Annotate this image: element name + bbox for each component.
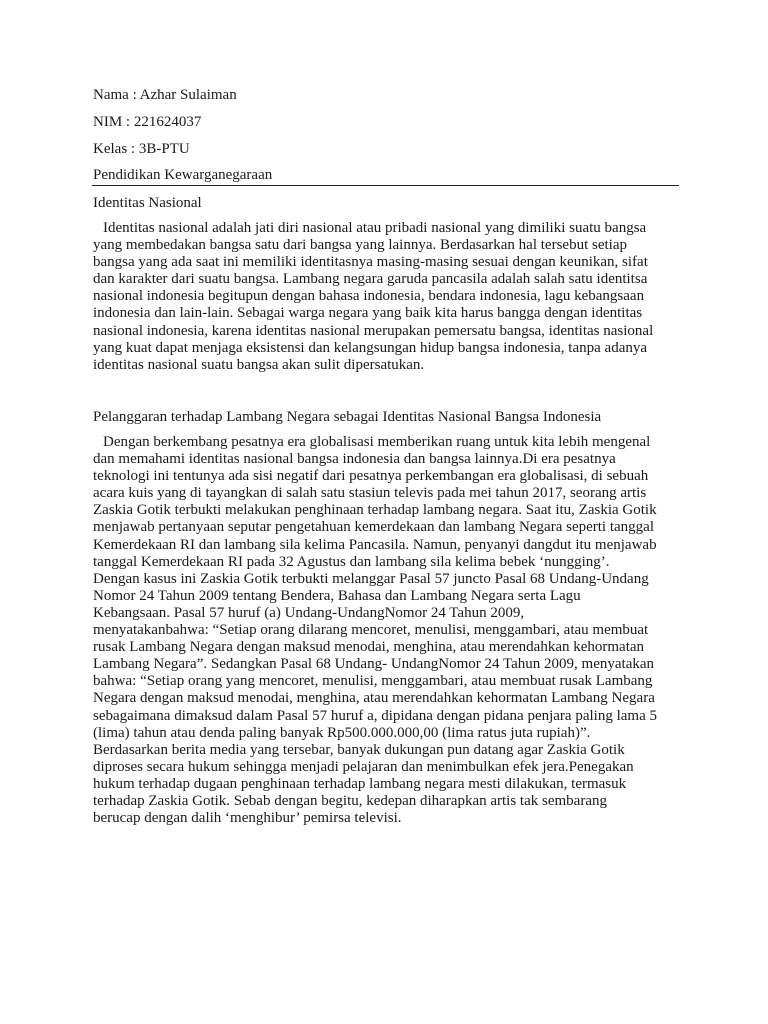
paragraph-line: Kemerdekaan RI dan lambang sila kelima Pancasila. Namun, penyanyi dangdut itu menjawab bbox=[93, 536, 657, 553]
paragraph-line: indonesia dan lain-lain. Sebagai warga negara yang baik kita harus bangga dengan identitas bbox=[93, 305, 643, 322]
paragraph-line: terhadap Zaskia Gotik. Sebab dengan begitu, kedepan diharapkan artis tak sembarang bbox=[93, 792, 607, 809]
paragraph-line: (lima) tahun atau denda paling banyak Rp500.000.000,00 (lima ratus juta rupiah)”. bbox=[93, 724, 591, 741]
paragraph-line: Lambang Negara”. Sedangkan Pasal 68 Undang- UndangNomor 24 Tahun 2009, menyatakan bbox=[93, 656, 655, 673]
paragraph-line: tanggal Kemerdekaan RI pada 32 Agustus dan lambang sila kelima bebek ‘nungging’. bbox=[93, 553, 610, 570]
student-name: Nama : Azhar Sulaiman bbox=[93, 87, 237, 103]
paragraph-line: acara kuis yang di tayangkan di salah satu stasiun televis pada mei tahun 2017, seorang artis bbox=[93, 485, 647, 502]
paragraph-line: bahwa: “Setiap orang yang mencoret, menulisi, menggambari, atau membuat rusak Lambang bbox=[93, 673, 653, 690]
course-title: Pendidikan Kewarganegaraan bbox=[93, 167, 273, 183]
paragraph-line: dan karakter dari suatu bangsa. Lambang negara garuda pancasila adalah salah satu identitsa bbox=[93, 271, 648, 288]
header-divider bbox=[92, 185, 679, 186]
paragraph-line: menyatakanbahwa: “Setiap orang dilarang mencoret, menulisi, menggambari, atau membuat bbox=[93, 622, 649, 639]
paragraph-line: Dengan berkembang pesatnya era globalisasi memberikan ruang untuk kita lebih mengenal bbox=[103, 434, 651, 450]
section-1-paragraph bbox=[93, 220, 678, 374]
paragraph-line: Kebangsaan. Pasal 57 huruf (a) Undang-UndangNomor 24 Tahun 2009, bbox=[93, 604, 525, 621]
section-2-heading: Pelanggaran terhadap Lambang Negara sebagai Identitas Nasional Bangsa Indonesia bbox=[93, 409, 602, 425]
paragraph-line: rusak Lambang Negara dengan maksud menodai, menghina, atau merendahkan kehormatan bbox=[93, 639, 645, 656]
paragraph-line: sebagaimana dimaksud dalam Pasal 57 huruf a, dipidana dengan pidana penjara paling lama 5 bbox=[93, 707, 657, 724]
paragraph-line: dan memahami identitas nasional bangsa indonesia dan bangsa lainnya.Di era pesatnya bbox=[93, 451, 616, 468]
paragraph-line: identitas nasional suatu bangsa akan sulit dipersatukan. bbox=[93, 356, 425, 373]
paragraph-line: Identitas nasional adalah jati diri nasional atau pribadi nasional yang dimiliki suatu bangsa bbox=[103, 220, 647, 236]
paragraph-line: berucap dengan dalih ‘menghibur’ pemirsa televisi. bbox=[93, 810, 402, 827]
student-class: Kelas : 3B-PTU bbox=[93, 141, 190, 157]
paragraph-line: hukum terhadap dugaan penghinaan terhadap lambang negara mesti dilakukan, termasuk bbox=[93, 775, 627, 792]
paragraph-line: bangsa yang ada saat ini memiliki identitasnya masing-masing sesuai dengan keunikan, sifat bbox=[93, 254, 648, 271]
paragraph-line: Nomor 24 Tahun 2009 tentang Bendera, Bahasa dan Lambang Negara serta Lagu bbox=[93, 587, 581, 604]
section-2-paragraph bbox=[93, 434, 678, 827]
paragraph-line: Zaskia Gotik terbukti melakukan penghinaan terhadap lambang negara. Saat itu, Zaskia Gotik bbox=[93, 502, 657, 519]
student-nim: NIM : 221624037 bbox=[93, 114, 202, 130]
paragraph-line: Berdasarkan berita media yang tersebar, banyak dukungan pun datang agar Zaskia Gotik bbox=[93, 741, 625, 758]
paragraph-line: nasional indonesia, karena identitas nasional merupakan pemersatu bangsa, identitas nasional bbox=[93, 322, 654, 339]
section-1-heading: Identitas Nasional bbox=[93, 195, 202, 211]
paragraph-line: Negara dengan maksud menodai, menghina, atau merendahkan kehormatan Lambang Negara bbox=[93, 690, 655, 707]
paragraph-line: yang membedakan bangsa satu dari bangsa yang lainnya. Berdasarkan hal tersebut setiap bbox=[93, 237, 627, 254]
paragraph-line: diproses secara hukum sehingga menjadi pelajaran dan menimbulkan efek jera.Penegakan bbox=[93, 758, 634, 775]
paragraph-line: nasional indonesia begitupun dengan bahasa indonesia, bendara indonesia, lagu kebangsaan bbox=[93, 288, 645, 305]
paragraph-line: teknologi ini tentunya ada sisi negatif dari pesatnya perkembangan era globalisasi, di sebuah bbox=[93, 468, 649, 485]
paragraph-line: Dengan kasus ini Zaskia Gotik terbukti melanggar Pasal 57 juncto Pasal 68 Undang-Undang bbox=[93, 570, 649, 587]
paragraph-line: yang kuat dapat menjaga eksistensi dan kelangsungan hidup bangsa indonesia, tanpa adanya bbox=[93, 339, 648, 356]
paragraph-line: menjawab pertanyaan seputar pengetahuan kemerdekaan dan lambang Negara seperti tanggal bbox=[93, 519, 654, 536]
